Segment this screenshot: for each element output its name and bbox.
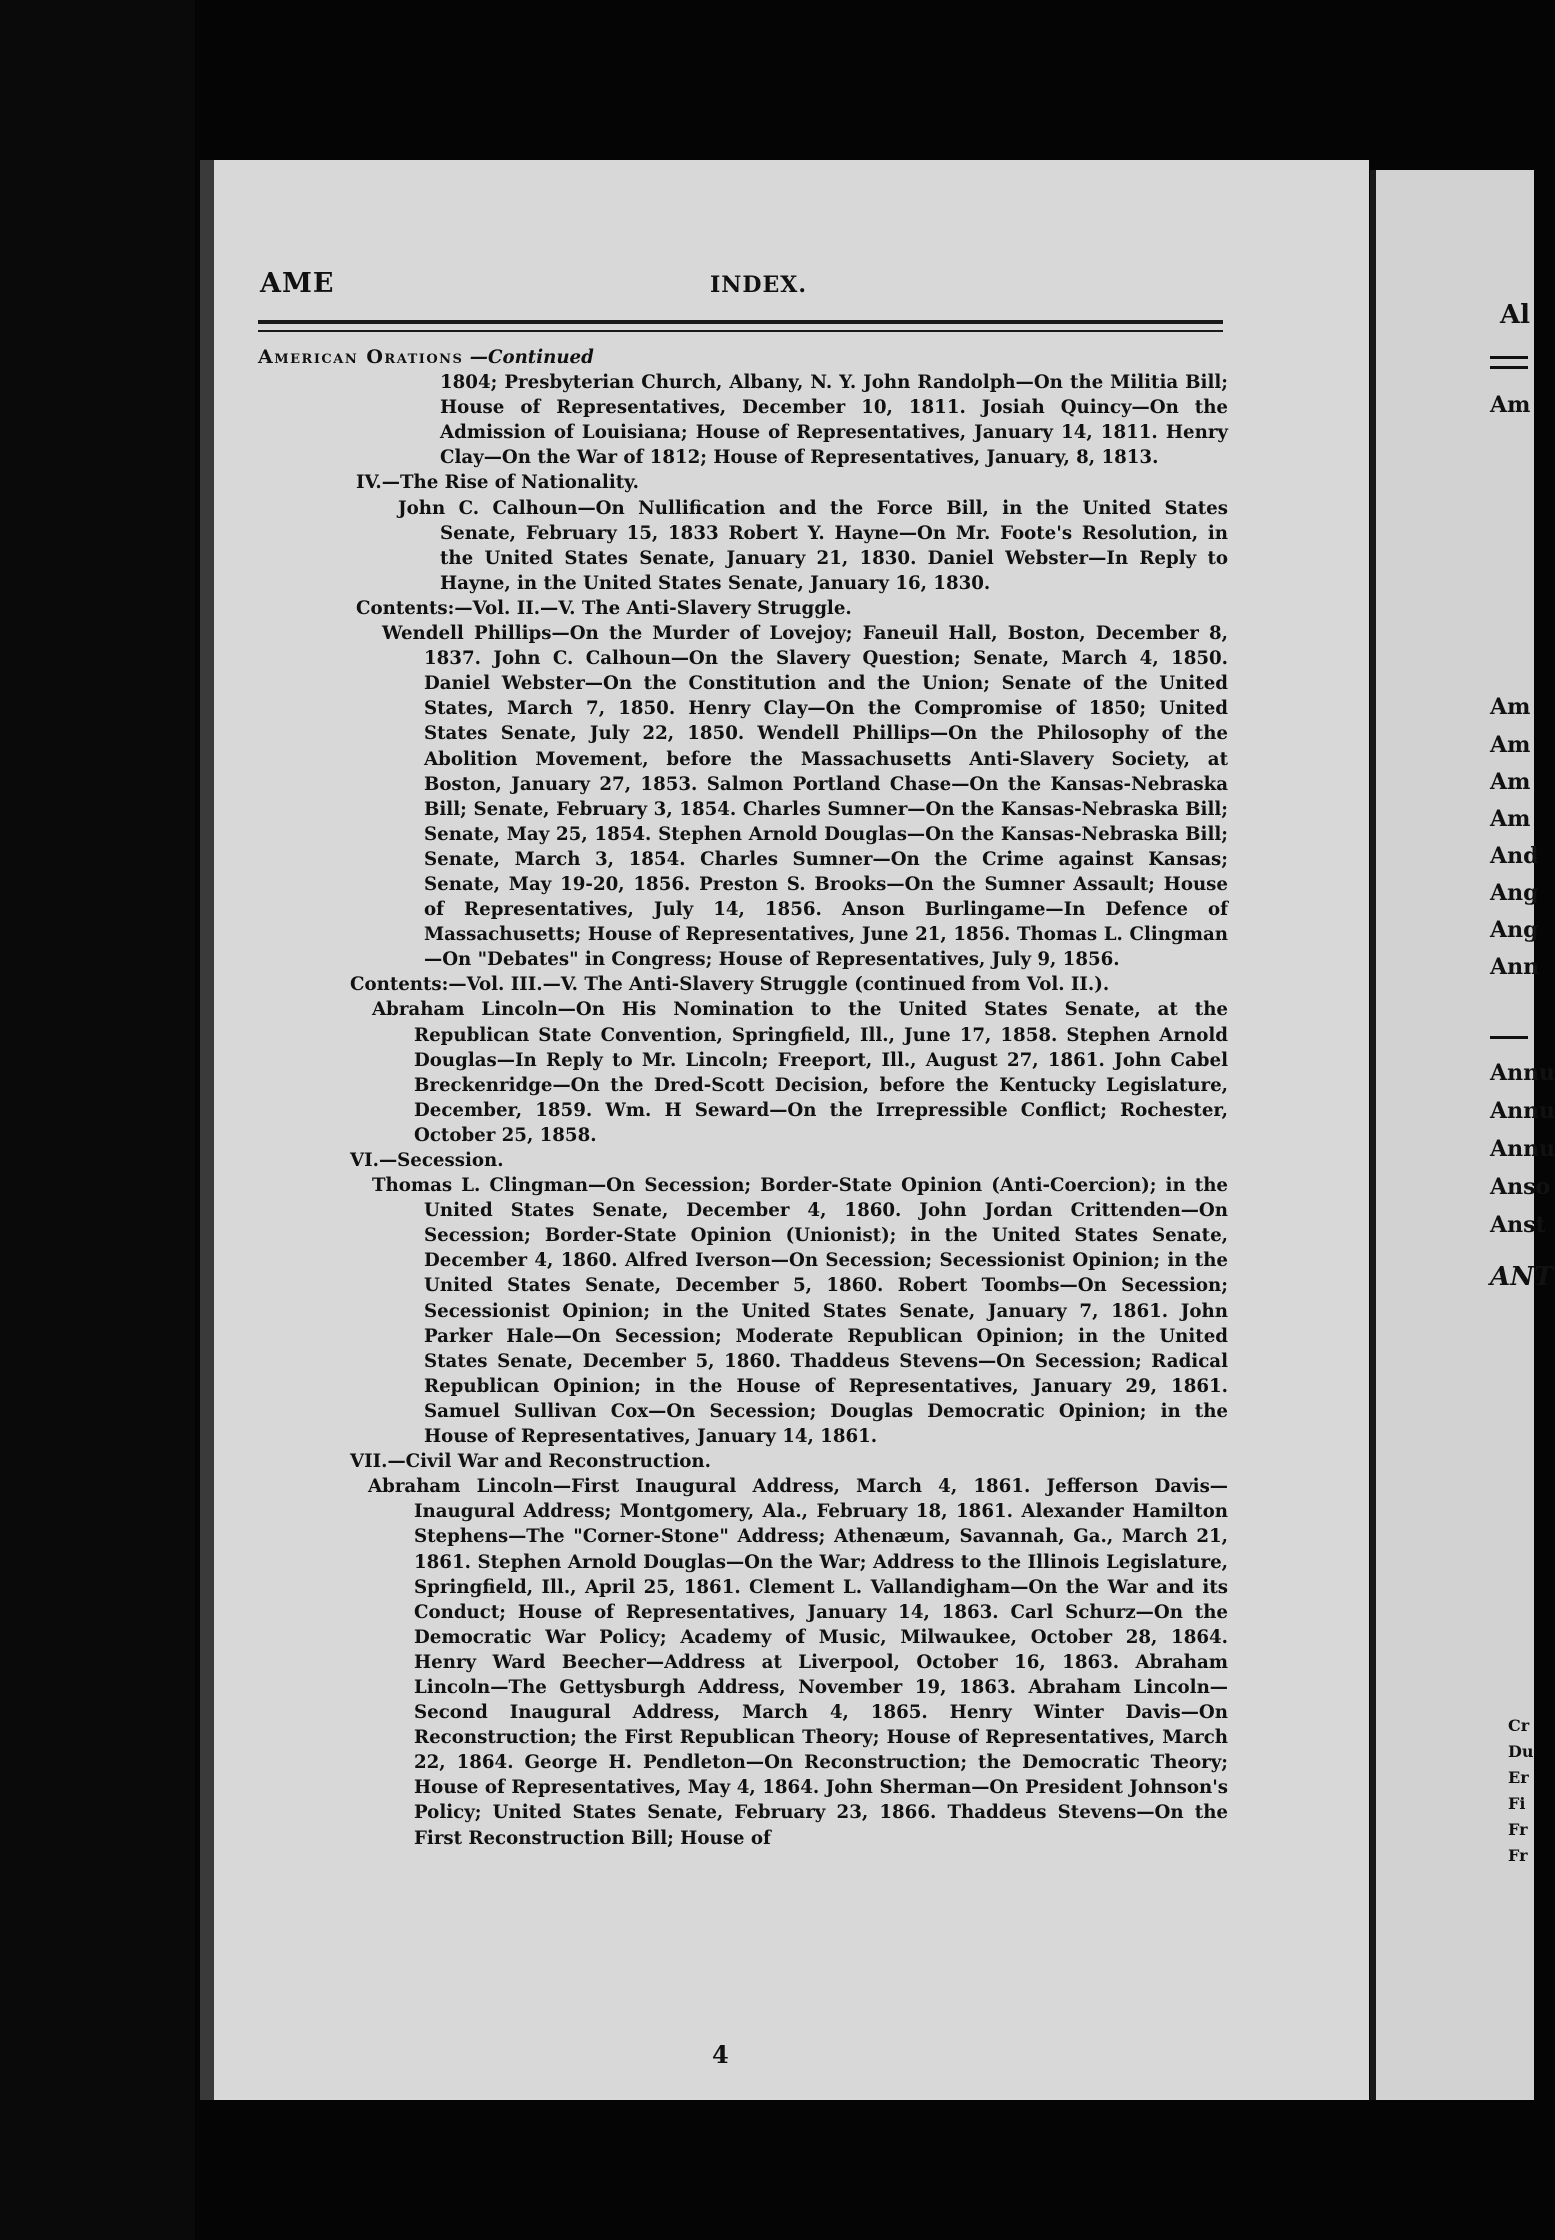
section-title-label: American Orations (258, 346, 464, 368)
facing-entry: Fr (1508, 1820, 1528, 1839)
facing-entry: Am (1490, 694, 1531, 720)
facing-entry: Ang (1490, 917, 1539, 943)
facing-entry: Fr (1508, 1846, 1528, 1865)
facing-entry: ANT (1490, 1262, 1554, 1292)
facing-entry: Am (1490, 392, 1531, 418)
facing-entry: Du (1508, 1742, 1534, 1761)
entry-body: Wendell Phillips—On the Murder of Lovejoy; Faneuil Hall, Boston, December 8, 1837. John C. Calhoun—On the Slavery Question; Senate, March 4, 1850. Daniel Webster—On the Constitution and the Union; Senate of the United States, March 7, 1850. Henry Clay—On the Compromise of 1850; United States Senate, July 22, 1850. Wendell Phillips—On the Philosophy of the Abolition Movement, before the Massachusetts Anti-Slavery Society, at Boston, January 27, 1853. Salmon Portland Chase—On the Kansas-Nebraska Bill; Senate, February 3, 1854. Charles Sumner—On the Kansas-Nebraska Bill; Senate, May 25, 1854. Stephen Arnold Douglas—On the Kansas-Nebraska Bill; Senate, March 3, 1854. Charles Sumner—On the Crime against Kansas; Senate, May 19-20, 1856. Preston S. Brooks—On the Sumner Assault; House of Representatives, July 14, 1856. Anson Burlingame—In Defence of Massachusetts; House of Representatives, June 21, 1856. Thomas L. Clingman—On "Debates" in Congress; House of Representatives, July 9, 1856. (382, 623, 1228, 971)
facing-entry: Cr (1508, 1716, 1530, 1735)
facing-entry: Ann (1490, 954, 1540, 980)
entry-heading: Contents:—Vol. III.—V. The Anti-Slavery Struggle (continued from Vol. II.). (350, 974, 1110, 996)
facing-running-head: Al (1500, 300, 1531, 330)
scan-background-left (0, 0, 195, 2240)
running-head-center: INDEX. (710, 272, 807, 298)
facing-entry: Fi (1508, 1794, 1526, 1813)
entry-heading: VII.—Civil War and Reconstruction. (350, 1451, 711, 1473)
entry-heading: Contents:—Vol. II.—V. The Anti-Slavery Struggle. (356, 597, 852, 619)
entry-body: 1804; Presbyterian Church, Albany, N. Y. John Randolph—On the Militia Bill; House of Representatives, December 10, 1811. Josiah Quincy—On the Admission of Louisiana; House of Representatives, January 14, 1811. Henry Clay—On the War of 1812; House of Representatives, January, 8, 1813. (440, 372, 1228, 469)
page-number: 4 (712, 2040, 729, 2069)
facing-entry: Am (1490, 769, 1531, 795)
running-head-left: AME (260, 268, 335, 299)
header-rule-thin (258, 330, 1223, 332)
entry-heading: IV.—The Rise of Nationality. (356, 472, 639, 494)
index-content (258, 345, 1228, 1851)
facing-rule (1490, 1036, 1528, 1039)
entry-body: Thomas L. Clingman—On Secession; Border-State Opinion (Anti-Coercion); in the United States Senate, December 4, 1860. John Jordan Crittenden—On Secession; Border-State Opinion (Unionist); in the United States Senate, December 4, 1860. Alfred Iverson—On Secession; Secessionist Opinion; in the United States Senate, December 5, 1860. Robert Toombs—On Secession; Secessionist Opinion; in the United States Senate, January 7, 1861. John Parker Hale—On Secession; Moderate Republican Opinion; in the United States Senate, December 5, 1860. Thaddeus Stevens—On Secession; Radical Republican Opinion; in the House of Representatives, January 29, 1861. Samuel Sullivan Cox—On Secession; Douglas Democratic Opinion; in the House of Representatives, January 14, 1861. (372, 1175, 1228, 1448)
facing-entry: Annu (1490, 1136, 1555, 1162)
facing-entry: Am (1490, 732, 1531, 758)
entry-body: Abraham Lincoln—First Inaugural Address, March 4, 1861. Jefferson Davis—Inaugural Address; Montgomery, Ala., February 18, 1861. Alexander Hamilton Stephens—The "Corner-Stone" Address; Athenæum, Savannah, Ga., March 21, 1861. Stephen Arnold Douglas—On the War; Address to the Illinois Legislature, Springfield, Ill., April 25, 1861. Clement L. Vallandigham—On the War and its Conduct; House of Representatives, January 14, 1863. Carl Schurz—On the Democratic War Policy; Academy of Music, Milwaukee, October 28, 1864. Henry Ward Beecher—Address at Liverpool, October 16, 1863. Abraham Lincoln—The Gettysburgh Address, November 19, 1863. Abraham Lincoln—Second Inaugural Address, March 4, 1865. Henry Winter Davis—On Reconstruction; the First Republican Theory; House of Representatives, March 22, 1864. George H. Pendleton—On Reconstruction; the Democratic Theory; House of Representatives, May 4, 1864. John Sherman—On President Johnson's Policy; United States Senate, February 23, 1866. Thaddeus Stevens—On the First Reconstruction Bill; House of (368, 1476, 1228, 1849)
facing-rule (1490, 356, 1528, 359)
entry-heading: VI.—Secession. (350, 1150, 504, 1171)
facing-entry: Er (1508, 1768, 1529, 1787)
facing-entry: Am (1490, 806, 1531, 832)
section-title (258, 345, 1228, 370)
header-rule-thick (258, 320, 1223, 324)
facing-entry: Annu (1490, 1098, 1555, 1124)
facing-entry: Anso (1490, 1174, 1551, 1200)
facing-entry: Annu (1490, 1060, 1555, 1086)
entry-body: Abraham Lincoln—On His Nomination to the United States Senate, at the Republican State Convention, Springfield, Ill., June 17, 1858. Stephen Arnold Douglas—In Reply to Mr. Lincoln; Freeport, Ill., August 27, 1861. John Cabel Breckenridge—On the Dred-Scott Decision, before the Kentucky Legislature, December, 1859. Wm. H Seward—On the Irrepressible Conflict; Rochester, October 25, 1858. (372, 999, 1228, 1146)
facing-entry: Anst (1490, 1212, 1546, 1238)
facing-entry: Ang (1490, 880, 1539, 906)
facing-entry: And (1490, 843, 1539, 869)
facing-rule (1490, 366, 1528, 369)
section-title-continued: —Continued (469, 347, 594, 368)
entry-body: John C. Calhoun—On Nullification and the Force Bill, in the United States Senate, February 15, 1833 Robert Y. Hayne—On Mr. Foote's Resolution, in the United States Senate, January 21, 1830. Daniel Webster—In Reply to Hayne, in the United States Senate, January 16, 1830. (398, 497, 1228, 594)
